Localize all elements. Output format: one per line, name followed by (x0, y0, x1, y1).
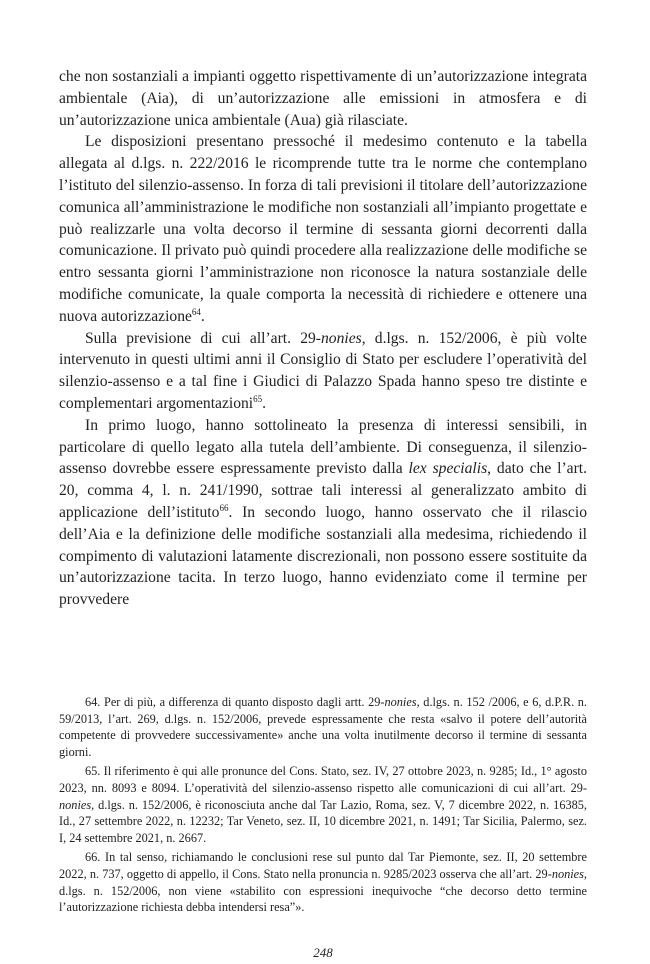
footnote-64 (59, 694, 587, 760)
footnote-ref-64[interactable]: 64 (191, 306, 201, 317)
paragraph-3-text-b: , d.lgs. n. 152/2006, è più volte intervenuto in questi ultimi anni il Consiglio di Stato per escludere l’operatività del silenzio-assenso e a tal fine i Giudici di Palazzo Spada hanno speso tre distinte e complementari argomentazioni (59, 329, 587, 412)
footnote-64-text-a: 64. Per di più, a differenza di quanto disposto dagli artt. 29- (85, 695, 385, 709)
paragraph-1 (59, 66, 587, 131)
paragraph-4-text-b: , dato che l’art. 20, comma 4, l. n. 241/1990, sottrae tali interessi al generalizzato ambito di applicazione dell’istituto (59, 460, 587, 521)
footnote-65-italic: nonies (59, 797, 92, 812)
footnote-ref-65[interactable]: 65 (253, 393, 263, 404)
footnote-65 (59, 763, 587, 846)
footnotes (59, 694, 587, 919)
paragraph-4-text-c: . In secondo luogo, hanno osservato che il rilascio dell’Aia e la definizione delle modifiche sostanziali alla medesima, richiedendo il compimento di valutazioni latamente discrezionali, non possono essere sostituite da un’autorizzazione tacita. In terzo luogo, hanno evidenziato come il termine per provvedere (59, 503, 587, 609)
page-number: 248 (313, 945, 333, 960)
paragraph-4-text-a: In primo luogo, hanno sottolineato la presenza di interessi sensibili, in particolare di quello legato alla tutela dell’ambiente. Di conseguenza, il silenzio-assenso dovrebbe essere espressamente previsto dalla (59, 416, 587, 478)
paragraph-1-text: che non sostanziali a impianti oggetto rispettivamente di un’autorizzazione integrata ambientale (Aia), di un’autorizzazione alle emissioni in atmosfera e di un’autorizzazione unica ambientale (Aua) già rilasciate. (59, 68, 587, 129)
paragraph-3-end: . (262, 394, 267, 412)
footnote-66 (59, 849, 587, 915)
paragraph-4-italic: lex specialis (408, 460, 488, 478)
footnote-64-italic: nonies (384, 695, 417, 709)
book-page (59, 66, 587, 960)
footnote-ref-66[interactable]: 66 (219, 502, 229, 513)
paragraph-2-text: Le disposizioni presentano pressoché il medesimo contenuto e la tabella allegata al d.lgs. n. 222/2016 le ricomprende tutte tra le norme che contemplano l’istituto del silenzio-assenso. In forza di tali previsioni il titolare dell’autorizzazione comunica all’amministrazione le modifiche non sostanziali all’impianto progettate e può realizzarle una volta decorso il termine di sessanta giorni decorrenti dalla comunicazione. Il privato può quindi procedere alla realizzazione delle modifiche se entro sessanta giorni l’amministrazione non riconosce la natura sostanziale delle modifiche comunicate, la quale comporta la necessità di richiedere e ottenere una nuova autorizzazione (59, 133, 587, 325)
main-text (59, 66, 587, 611)
footnote-66-text-a: 66. In tal senso, richiamando le conclusioni rese sul punto dal Tar Piemonte, sez. II, 20 settembre 2022, n. 737, oggetto di appello, il Cons. Stato nella pronuncia n. 9285/2023 osserva che all’art. 29- (59, 850, 587, 881)
paragraph-3 (59, 328, 587, 415)
footnote-66-italic: nonies (551, 866, 584, 881)
paragraph-2-end: . (200, 307, 205, 325)
paragraph-2 (59, 131, 587, 327)
paragraph-4 (59, 415, 587, 611)
paragraph-3-italic: nonies (320, 329, 362, 347)
footnote-65-text-b: , d.lgs. n. 152/2006, è riconosciuta anche dal Tar Lazio, Roma, sez. V, 7 dicembre 2022, n. 16385, Id., 27 settembre 2022, n. 12232; Tar Veneto, sez. II, 10 dicembre 2021, n. 1491; Tar Sicilia, Palermo, sez. I, 24 settembre 2021, n. 2667. (59, 797, 587, 845)
footnote-65-text-a: 65. Il riferimento è qui alle pronunce del Cons. Stato, sez. IV, 27 ottobre 2023, n. 9285; Id., 1° agosto 2023, nn. 8093 e 8094. L’operatività del silenzio-assenso rispetto alle comunicazioni di cui all’art. 29- (59, 764, 587, 795)
paragraph-3-text-a: Sulla previsione di cui all’art. 29- (85, 329, 321, 347)
footnote-64-text-b: , d.lgs. n. 152 /2006, e 6, d.P.R. n. 59/2013, l’art. 269, d.lgs. n. 152/2006, prevede espressamente che resta «salvo il potere dell’autorità competente di provvedere successivamente» anche una volta inutilmente decorso il termine di sessanta giorni. (59, 695, 587, 759)
footnote-66-text-b: , d.lgs. n. 152/2006, non viene «stabilito con espressioni inequivoche “che decorso detto termine l’autorizzazione richiesta debba intendersi resa”». (59, 866, 587, 915)
